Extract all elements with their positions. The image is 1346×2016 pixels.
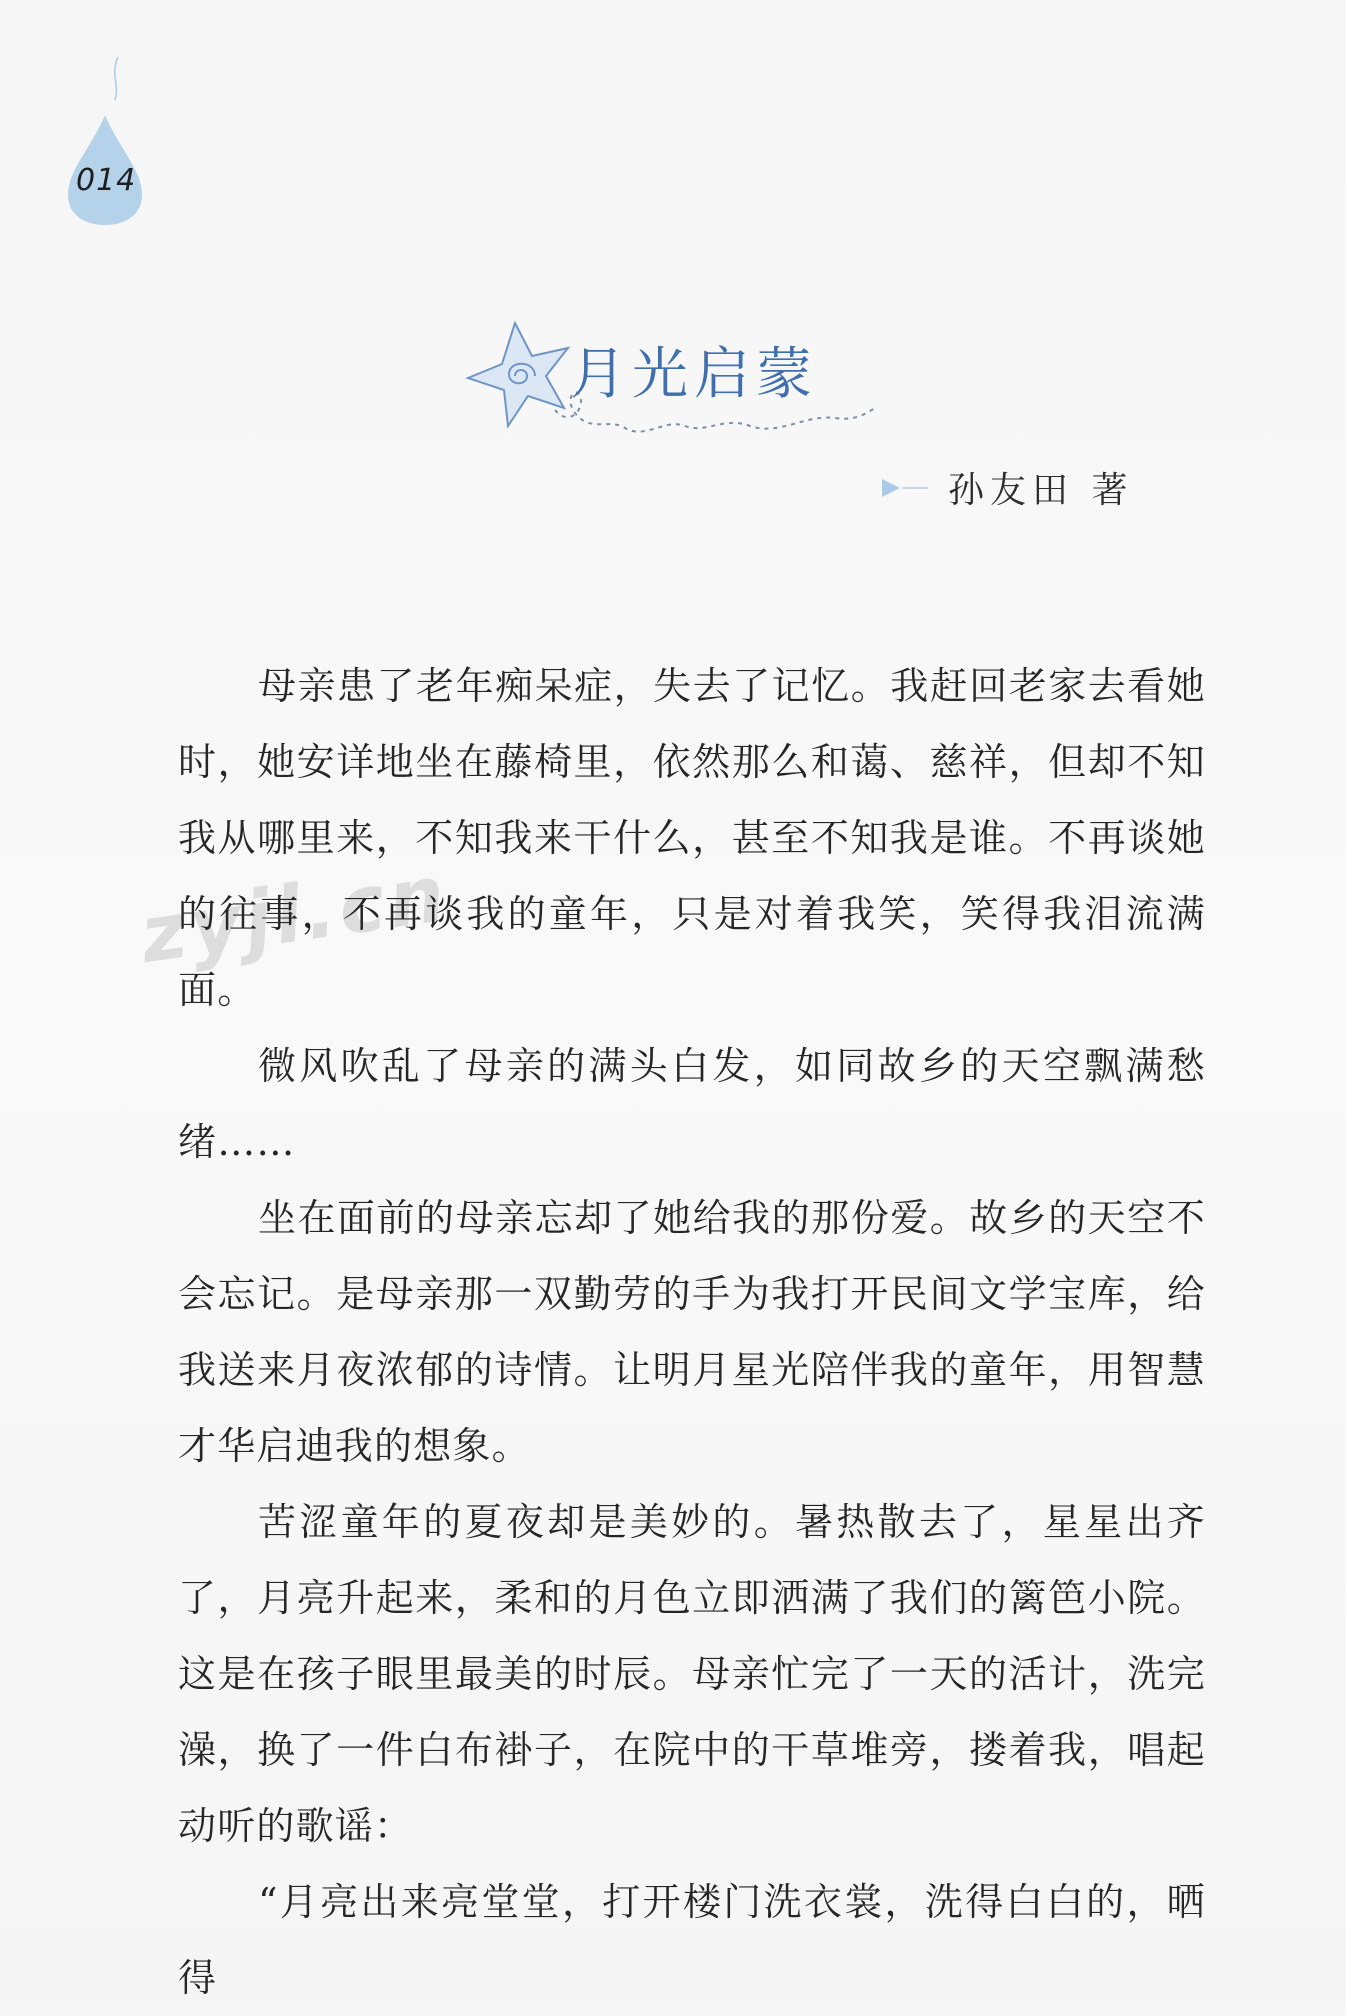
paragraph: “月亮出来亮堂堂，打开楼门洗衣裳，洗得白白的，晒得 bbox=[178, 1880, 1206, 2000]
article-body bbox=[178, 648, 1206, 2016]
water-drop-icon bbox=[60, 55, 150, 225]
paragraph: 母亲患了老年痴呆症，失去了记忆。我赶回老家去看她时，她安详地坐在藤椅里，依然那么和蔼、慈祥，但却不知我从哪里来，不知我来干什么，甚至不知我是谁。不再谈她的往事，不再谈我的童年，只是对着我笑，笑得我泪流满面。 bbox=[178, 664, 1206, 1012]
paragraph: 苦涩童年的夏夜却是美妙的。暑热散去了，星星出齐了，月亮升起来，柔和的月色立即洒满了我们的篱笆小院。这是在孩子眼里最美的时辰。母亲忙完了一天的活计，洗完澡，换了一件白布褂子，在院中的干草堆旁，搂着我，唱起动听的歌谣： bbox=[178, 1500, 1206, 1848]
watermark: zyjl.cn bbox=[135, 848, 454, 982]
page-number: 014 bbox=[76, 163, 137, 198]
paragraph: 微风吹乱了母亲的满头白发，如同故乡的天空飘满愁绪…… bbox=[178, 1044, 1206, 1164]
article-title: 月光启蒙 bbox=[570, 342, 818, 407]
author-name: 孙友田 著 bbox=[948, 470, 1134, 511]
arrow-right-icon bbox=[880, 476, 930, 500]
author-line bbox=[880, 462, 1133, 513]
paragraph: 坐在面前的母亲忘却了她给我的那份爱。故乡的天空不会忘记。是母亲那一双勤劳的手为我打开民间文学宝库，给我送来月夜浓郁的诗情。让明月星光陪伴我的童年，用智慧才华启迪我的想象。 bbox=[178, 1196, 1206, 1468]
